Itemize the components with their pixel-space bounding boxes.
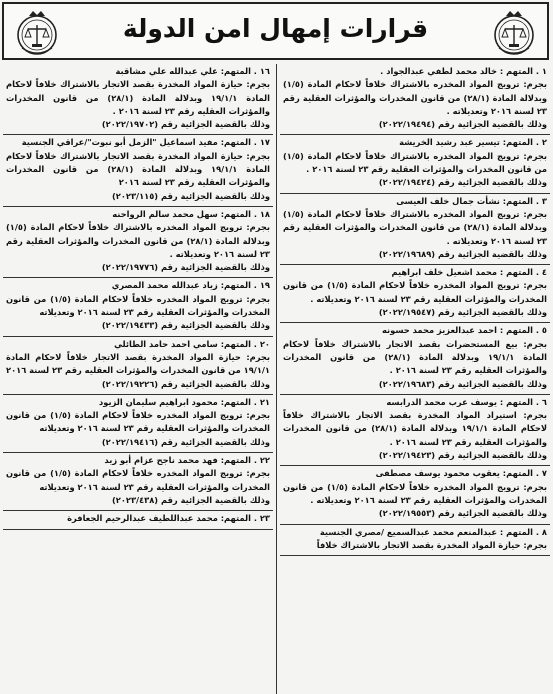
list-item <box>3 64 273 135</box>
defendant-name: ٢٠ . المتهم: سامي احمد حامد الطائلي <box>114 338 270 349</box>
defendant-name: ٨ . المتهم : عبدالمنعم محمد عبدالسميع /مصري الجنسية <box>319 526 547 537</box>
jordan-police-emblem-icon <box>12 8 62 58</box>
charge-text: بجرم: ترويج المواد المخدره خلافاً لاحكام المادة (١/٥) من قانون المخدرات والمؤثرات العقلية رقم ٢٣ لسنة ٢٠١٦ وتعديلاته <box>6 468 270 492</box>
page-title: قرارات إمهال امن الدولة <box>122 14 429 43</box>
list-item <box>280 525 550 557</box>
case-number: وذلك بالقضية الجزائية رقم (٢٠٢٢/١٩٥٥٣) <box>378 508 547 519</box>
charge-text: بجرم: حيازة المواد المخدرة بقصد الاتجار بالاشتراك خلافاً لاحكام المادة ١٩/١/١ وبدلالة المادة (٢٨/١) من قانون المخدرات والمؤثرات العقليه رقم ٢٣ لسنة ٢٠١٦ . <box>6 79 271 116</box>
list-item <box>3 511 273 529</box>
charge-text: بجرم: ترويج المواد المخدره بالاشتراك خلافاً لاحكام المادة (١/٥) وبدلالة المادة (٢٨/١) من قانون المخدرات والمؤثرات العقلية رقم ٢٣ لسنة ٢٠١٦ وتعديلاته . <box>283 79 547 116</box>
defendant-name: ٦ . المتهم : يوسف عرب محمد الدرابسه <box>386 396 547 407</box>
case-number: وذلك بالقضية الجزائية رقم (٢٠٢٣/٤٣٨) <box>112 494 270 505</box>
list-item <box>3 337 273 395</box>
defendant-name: ٢٣ . المتهم: محمد عبداللطيف عبدالرحيم الجعافرة <box>67 513 270 524</box>
defendant-name: ٢ . المتهم: تيسير عبد رشيد الخريشة <box>399 137 547 148</box>
case-number: وذلك بالقضية الجزائية رقم (٢٠٢٢/١٩٦٨٩) <box>378 248 547 259</box>
case-number: وذلك بالقضية الجزائية رقم (٢٠٢٢/١٩٧٧٦) <box>101 262 270 273</box>
case-number: وذلك بالقضية الجزائية رقم (٢٠٢٣/١١٥) <box>112 190 270 201</box>
list-item <box>280 194 550 265</box>
case-number: وذلك بالقضية الجزائية رقم (٢٠٢٢/١٩٤٢٤) <box>378 177 547 188</box>
charge-text: بجرم: ترويج المواد المخدره بالاشتراك خلافاً لاحكام المادة (١/٥) وبدلالة المادة (٢٨/١) من قانون المخدرات والمؤثرات العقلية رقم ٢٣ لسنة ٢٠١٦ وتعديلاته . <box>283 208 547 246</box>
list-item <box>280 466 550 524</box>
right-column <box>280 64 550 694</box>
list-item <box>3 278 273 336</box>
charge-text: بجرم: ترويج المواد المخدره خلافاً لاحكام المادة (١/٥) من قانون المخدرات والمؤثرات العقلية رقم ٢٣ لسنة ٢٠١٦ وتعديلاته <box>6 410 270 434</box>
charge-text: بجرم: حيازة المواد المخدرة بقصد الاتجار بالاشتراك خلافاً <box>316 539 547 550</box>
charge-text: بجرم: ترويج المواد المخدره خلافاً لاحكام المادة (١/٥) من قانون المخدرات والمؤثرات العقلية رقم ٢٣ لسنة ٢٠١٦ وتعديلاته . <box>283 280 547 304</box>
case-number: وذلك بالقضية الجزائية رقم (٢٠٢٢/١٩٧٠٢) <box>101 119 270 130</box>
defendant-name: ١ . المتهم : خالد محمد لطفي عبدالجواد . <box>380 66 547 76</box>
defendant-name: ٥ . المتهم : احمد عبدالعزيز محمد حسونه <box>381 325 547 336</box>
case-number: وذلك بالقضية الجزائية رقم (٢٠٢٢/١٩٤٣٣) <box>101 320 270 331</box>
defendant-name: ٢٢ . المتهم: فهد محمد ناجح عزام أبو زيد <box>104 455 270 466</box>
charge-text: بجرم: بيع المستحضرات بقصد الاتجار بالاشتراك خلافاً لاحكام المادة ١٩/١/١ وبدلالة المادة (٢٨/١) من قانون المخدرات والمؤثرات العقليه رقم ٢٣ لسنة ٢٠١٦ . <box>283 338 548 376</box>
charge-text: بجرم: ترويج المواد المخدره خلافاً لاحكام المادة (١/٥) من قانون المخدرات والمؤثرات العقلية رقم ٢٣ لسنة ٢٠١٦ وتعديلاته <box>6 293 270 318</box>
list-item <box>280 323 550 394</box>
header-banner <box>2 2 549 60</box>
defendant-name: ١٧ . المتهم: مفيد اسماعيل "الزمل أبو نبوت"/عراقي الجنسية <box>21 137 270 148</box>
charge-text: بجرم: حيازة المواد المخدرة بقصد الاتجار بالاشتراك خلافاً لاحكام المادة ١٩/١/١ وبدلالة المادة (٢٨/١) من قانون المخدرات والمؤثرات العقلية رقم ٢٣ لسنة ٢٠١٦ <box>6 150 271 188</box>
defendant-name: ٧ . المتهم: يعقوب محمود يوسف مصطفى <box>375 468 547 479</box>
list-item <box>3 395 273 453</box>
defendant-name: ٣ . المتهم: نشأت جمال خلف العيسى <box>396 195 547 206</box>
defendant-name: ٢١ . المتهم: محمود ابراهيم سليمان الزيود <box>99 396 270 407</box>
charge-text: بجرم: ترويج المواد المخدره بالاشتراك خلافاً لاحكام المادة (١/٥) من قانون المخدرات والمؤثرات العقلية رقم ٢٣ لسنة ٢٠١٦ . <box>283 150 547 175</box>
charge-text: بجرم: ترويج المواد المخدره بالاشتراك خلافاً لاحكام المادة (١/٥) وبدلالة المادة (٢٨/١) من قانون المخدرات والمؤثرات العقلية رقم ٢٣ لسنة ٢٠١٦ وتعديلاته . <box>6 222 270 259</box>
case-number: وذلك بالقضية الجزائية رقم (٢٠٢٢/١٩٤٩٤) <box>378 119 547 130</box>
defendant-name: ٤ . المتهم : محمد اشعيل خلف ابراهيم <box>391 267 547 278</box>
list-item <box>280 135 550 193</box>
case-number: وذلك بالقضية الجزائية رقم (٢٠٢٢/١٩٦٨٣) <box>378 378 547 389</box>
defendant-name: ١٦ . المتهم: علي عبدالله علي مشاقبة <box>115 66 270 76</box>
case-number: وذلك بالقضية الجزائية رقم (٢٠٢٢/١٩٤١٦) <box>101 436 270 447</box>
case-number: وذلك بالقضية الجزائية رقم (٢٠٢٢/١٩٤٢٣) <box>378 450 547 461</box>
list-item <box>280 395 550 466</box>
defendant-name: ١٨ . المتهم: سهل محمد سالم الرواحنه <box>112 208 270 219</box>
list-item <box>280 265 550 323</box>
list-item <box>3 453 273 511</box>
column-divider <box>276 64 277 694</box>
charge-text: بجرم: ترويج المواد المخدره خلافاً لاحكام المادة (١/٥) من قانون المخدرات والمؤثرات العقلية رقم ٢٣ لسنة ٢٠١٦ وتعديلاته . <box>283 481 547 505</box>
charge-text: بجرم: حيازة المواد المخدرة بقصد الاتجار خلافاً لاحكام المادة ١٩/١/١ من قانون المخدرات والمؤثرات العقليه رقم ٢٣ لسنة ٢٠١٦ <box>6 351 270 376</box>
list-item <box>3 207 273 278</box>
charge-text: بجرم: استيراد المواد المخدرة بقصد الاتجار بالاشتراك خلافاً لاحكام المادة ١٩/١/١ وبدلالة المادة (٢٨/١) من قانون المخدرات والمؤثرات العقلية رقم ٢٣ لسنة ٢٠١٦ . <box>283 410 548 447</box>
left-column <box>3 64 273 694</box>
list-item <box>280 64 550 135</box>
list-item <box>3 135 273 206</box>
defendant-name: ١٩ . المتهم: زياد عبدالله محمد المصري <box>111 280 270 291</box>
case-number: وذلك بالقضية الجزائية رقم (٢٠٢٢/١٩٢٢٦) <box>101 378 270 389</box>
case-number: وذلك بالقضية الجزائية رقم (٢٠٢٢/١٩٥٤٧) <box>378 307 547 318</box>
